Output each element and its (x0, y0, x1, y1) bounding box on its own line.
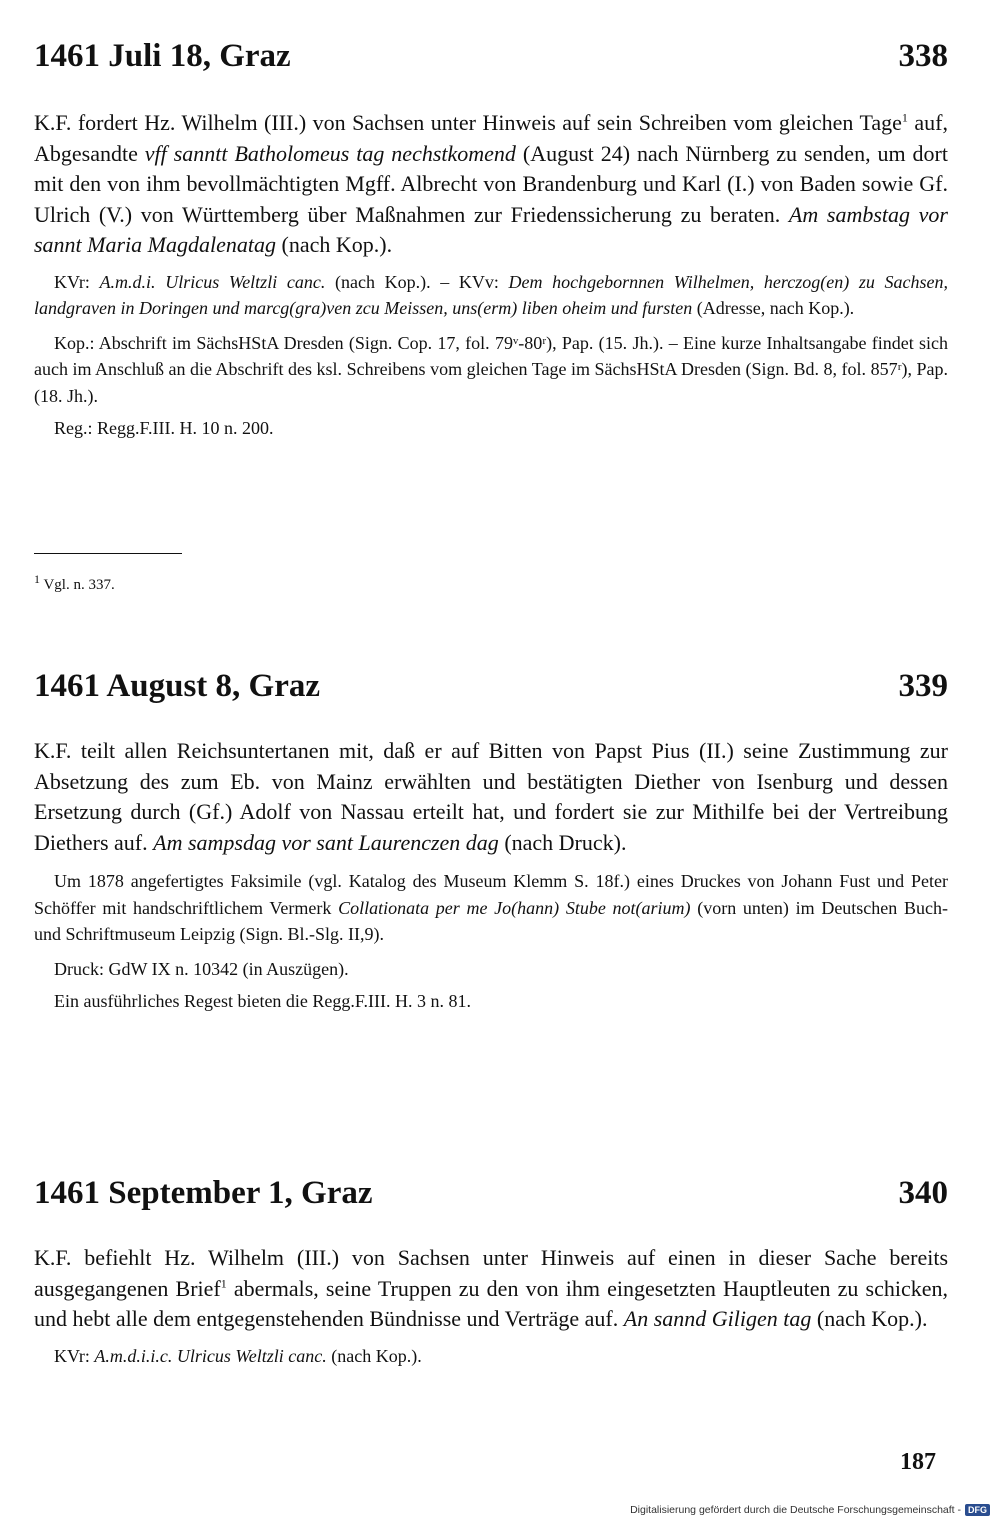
dfg-logo-icon: DFG (965, 1504, 990, 1516)
entry-338 (34, 38, 948, 442)
entry-date: 1461 August 8, Graz (34, 668, 321, 704)
entry-339 (34, 668, 948, 1015)
credit-text: Digitalisierung gefördert durch die Deutsche Forschungsgemeinschaft - (630, 1504, 961, 1516)
regesten-note: Reg.: Regg.F.III. H. 10 n. 200. (54, 418, 274, 438)
regest-text: K.F. teilt allen Reichsuntertanen mit, daß er auf Bitten von Papst Pius (II.) seine Zustimmung zur Absetzung des zum Eb. von Mainz erwählten und bestätigten Diether von Isenburg und dessen Ersetzung durch (Gf.) Adolf von Nassau erteilt hat, und fordert sie zur Mithilfe bei der Vertreibung Diethers auf. Am sampsdag vor sant Laurenczen dag (nach Druck). (34, 738, 948, 855)
druck-note: Druck: GdW IX n. 10342 (in Auszügen). (54, 958, 349, 979)
kanzleivermerk: KVr: A.m.d.i.i.c. Ulricus Weltzli canc. (nach Kop.). (54, 1345, 422, 1366)
entry-number: 339 (898, 668, 948, 704)
entry-number: 338 (898, 38, 948, 74)
footnote-ref[interactable]: 1 (220, 1276, 227, 1291)
page-number: 187 (900, 1449, 936, 1475)
digitization-credit (630, 1504, 990, 1516)
entry-heading (34, 668, 948, 714)
entry-number: 340 (898, 1175, 948, 1211)
regest-text: K.F. befiehlt Hz. Wilhelm (III.) von Sachsen unter Hinweis auf einen in dieser Sache bereits ausgegangenen Brief$^1$ abermals, seine Truppen zu den von ihm eingesetzten Hauptleuten zu schicken, und hebt alle dem entgegenstehenden Bündnisse und Verträge auf. An sannd Giligen tag (nach Kop.). (34, 1245, 948, 1331)
entry-date: 1461 Juli 18, Graz (34, 38, 291, 74)
kopie-note: Kop.: Abschrift im SächsHStA Dresden (Sign. Cop. 17, fol. 79ᵛ-80ʳ), Pap. (15. Jh.). – Eine kurze Inhaltsangabe findet sich auch im Anschluß an die Abschrift des ksl. Schreibens vom gleichen Tage im SächsHStA Dresden (Sign. Bd. 8, fol. 857ʳ), Pap. (18. Jh.). (34, 332, 948, 406)
footnote-ref[interactable]: 1 (901, 110, 908, 125)
entry-heading (34, 38, 948, 84)
entry-heading (34, 1175, 948, 1221)
regest-reference: Ein ausführliches Regest bieten die Regg.F.III. H. 3 n. 81. (54, 991, 471, 1011)
entry-date: 1461 September 1, Graz (34, 1175, 373, 1211)
footnote: $^1$ Vgl. n. 337. (34, 572, 115, 593)
regest-text: K.F. fordert Hz. Wilhelm (III.) von Sachsen unter Hinweis auf sein Schreiben vom gleichen Tage$^1$ auf, Abgesandte vff sanntt Batholomeus tag nechstkomend (August 24) nach Nürnberg zu senden, um dort mit den von ihm bevollmächtigten Mgff. Albrecht von Brandenburg und Karl (I.) von Baden sowie Gf. Ulrich (V.) von Württemberg über Maßnahmen zur Friedenssicherung zu beraten. Am sambstag vor sannt Maria Magdalenatag (nach Kop.). (34, 110, 949, 257)
source-note: Um 1878 angefertigtes Faksimile (vgl. Katalog des Museum Klemm S. 18f.) eines Druckes von Johann Fust und Peter Schöffer mit handschriftlichem Vermerk Collationata per me Jo(hann) Stube not(arium) (vorn unten) im Deutschen Buch- und Schriftmuseum Leipzig (Sign. Bl.-Slg. II,9). (34, 871, 948, 944)
kanzleivermerk: KVr: A.m.d.i. Ulricus Weltzli canc. (nach Kop.). – KVv: Dem hochgebornnen Wilhelmen, herczog(en) zu Sachsen, landgraven in Doringen und marcg(gra)ven zcu Meissen, uns(erm) liben oheim und fursten (Adresse, nach Kop.). (34, 271, 948, 318)
footnote-rule (34, 553, 182, 554)
entry-340 (34, 1175, 948, 1369)
